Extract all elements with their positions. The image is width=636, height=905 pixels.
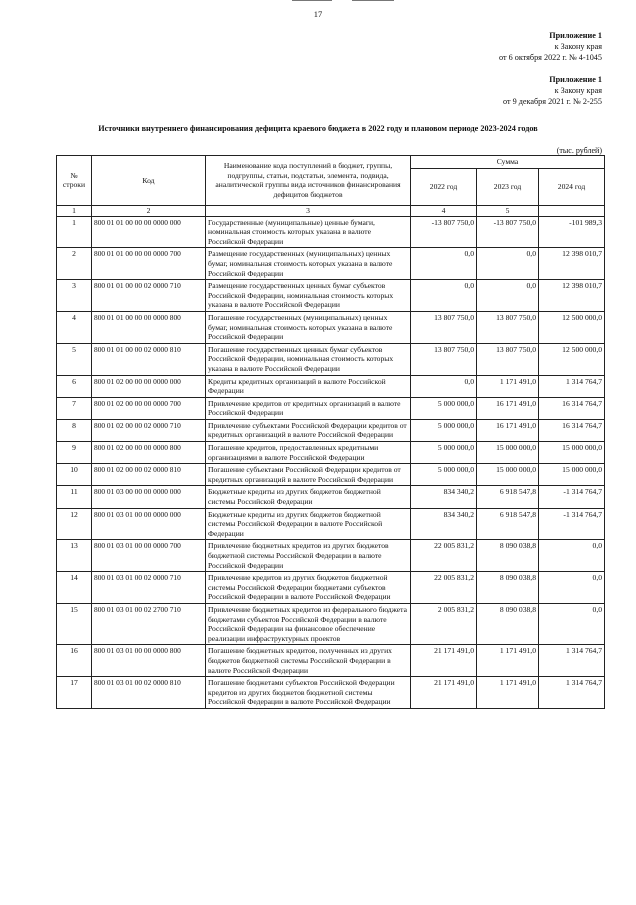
- amount-2024-cell: 1 314 764,7: [539, 677, 605, 709]
- table-row: [57, 645, 605, 677]
- row-number-cell: 13: [57, 540, 92, 572]
- header-year-2023: 2023 год: [477, 168, 539, 205]
- row-number-cell: 17: [57, 677, 92, 709]
- name-cell: Привлечение субъектами Российской Федерации кредитов от кредитных организаций в валюте Российской Федерации: [206, 419, 411, 441]
- column-number: [539, 205, 605, 216]
- amount-2023-cell: 8 090 038,8: [477, 603, 539, 644]
- header-year-2022: 2022 год: [411, 168, 477, 205]
- table-row: [57, 603, 605, 644]
- code-cell: 800 01 02 00 00 00 0000 000: [92, 375, 206, 397]
- table-row: [57, 375, 605, 397]
- table-row: [57, 311, 605, 343]
- code-cell: 800 01 02 00 00 02 0000 710: [92, 419, 206, 441]
- table-row: [57, 216, 605, 248]
- name-cell: Размещение государственных (муниципальных) ценных бумаг, номинальная стоимость которых указана в валюте Российской Федерации: [206, 248, 411, 280]
- amount-2022-cell: 5 000 000,0: [411, 397, 477, 419]
- name-cell: Государственные (муниципальные) ценные бумаги, номинальная стоимость которых указана в валюте Российской Федерации: [206, 216, 411, 248]
- name-cell: Погашение бюджетами субъектов Российской Федерации кредитов из других бюджетов бюджетной системы Российской Федерации в валюте Российской Федерации: [206, 677, 411, 709]
- amount-2023-cell: -13 807 750,0: [477, 216, 539, 248]
- name-cell: Кредиты кредитных организаций в валюте Российской Федерации: [206, 375, 411, 397]
- amount-2023-cell: 15 000 000,0: [477, 464, 539, 486]
- budget-table: [56, 155, 605, 709]
- code-cell: 800 01 02 00 00 00 0000 800: [92, 442, 206, 464]
- amount-2022-cell: 22 005 831,2: [411, 540, 477, 572]
- table-row: [57, 419, 605, 441]
- amount-2023-cell: 15 000 000,0: [477, 442, 539, 464]
- row-number-cell: 2: [57, 248, 92, 280]
- row-number-cell: 12: [57, 508, 92, 540]
- amount-2022-cell: 21 171 491,0: [411, 677, 477, 709]
- amount-2022-cell: 834 340,2: [411, 486, 477, 508]
- amount-2024-cell: -1 314 764,7: [539, 486, 605, 508]
- row-number-cell: 16: [57, 645, 92, 677]
- name-cell: Привлечение кредитов от кредитных организаций в валюте Российской Федерации: [206, 397, 411, 419]
- code-cell: 800 01 01 00 00 00 0000 000: [92, 216, 206, 248]
- table-row: [57, 508, 605, 540]
- row-number-cell: 6: [57, 375, 92, 397]
- row-number-cell: 14: [57, 572, 92, 604]
- amount-2023-cell: 0,0: [477, 248, 539, 280]
- appendix-current-line1: к Закону края: [554, 42, 602, 51]
- code-cell: 800 01 03 01 00 02 0000 810: [92, 677, 206, 709]
- amount-2022-cell: 0,0: [411, 248, 477, 280]
- name-cell: Погашение государственных (муниципальных) ценных бумаг, номинальная стоимость которых указана в валюте Российской Федерации: [206, 311, 411, 343]
- appendix-original-title: Приложение 1: [549, 75, 602, 84]
- table-row: [57, 397, 605, 419]
- row-number-cell: 11: [57, 486, 92, 508]
- row-number-cell: 7: [57, 397, 92, 419]
- appendix-current: [499, 30, 602, 63]
- code-cell: 800 01 03 01 00 00 0000 000: [92, 508, 206, 540]
- amount-2022-cell: 0,0: [411, 375, 477, 397]
- amount-2024-cell: 16 314 764,7: [539, 419, 605, 441]
- column-number: 3: [206, 205, 411, 216]
- amount-2024-cell: 0,0: [539, 572, 605, 604]
- column-number: 4: [411, 205, 477, 216]
- amount-2022-cell: 834 340,2: [411, 508, 477, 540]
- code-cell: 800 01 03 01 00 00 0000 800: [92, 645, 206, 677]
- table-row: [57, 572, 605, 604]
- code-cell: 800 01 03 01 00 02 2700 710: [92, 603, 206, 644]
- header-row-number: № строки: [57, 156, 92, 206]
- row-number-cell: 9: [57, 442, 92, 464]
- amount-2024-cell: 12 398 010,7: [539, 280, 605, 312]
- header-name: Наименование кода поступлений в бюджет, группы, подгруппы, статьи, подстатьи, элемента, подвида, аналитической группы вида источников финансирования дефицитов бюджетов: [206, 156, 411, 206]
- table-row: [57, 677, 605, 709]
- amount-2024-cell: 1 314 764,7: [539, 645, 605, 677]
- amount-2023-cell: 1 171 491,0: [477, 677, 539, 709]
- amount-2022-cell: 22 005 831,2: [411, 572, 477, 604]
- row-number-cell: 4: [57, 311, 92, 343]
- amount-2023-cell: 8 090 038,8: [477, 572, 539, 604]
- amount-2024-cell: -101 989,3: [539, 216, 605, 248]
- appendix-original-line1: к Закону края: [554, 86, 602, 95]
- amount-2023-cell: 6 918 547,8: [477, 508, 539, 540]
- amount-2023-cell: 1 171 491,0: [477, 645, 539, 677]
- column-number: 1: [57, 205, 92, 216]
- column-number: 5: [477, 205, 539, 216]
- amount-2023-cell: 8 090 038,8: [477, 540, 539, 572]
- appendix-current-line2: от 6 октября 2022 г. № 4-1045: [498, 53, 602, 62]
- table-body: [57, 216, 605, 708]
- code-cell: 800 01 02 00 00 02 0000 810: [92, 464, 206, 486]
- code-cell: 800 01 03 01 00 02 0000 710: [92, 572, 206, 604]
- code-cell: 800 01 01 00 00 02 0000 810: [92, 343, 206, 375]
- amount-2024-cell: 12 500 000,0: [539, 343, 605, 375]
- name-cell: Привлечение бюджетных кредитов из федерального бюджета бюджетами субъектов Российской Федерации в валюте Российской Федерации на финансовое обеспечение реализации инфраструктурных проектов: [206, 603, 411, 644]
- amount-2024-cell: 12 500 000,0: [539, 311, 605, 343]
- name-cell: Бюджетные кредиты из других бюджетов бюджетной системы Российской Федерации в валюте Российской Федерации: [206, 508, 411, 540]
- top-rule-left: [292, 0, 332, 1]
- code-cell: 800 01 01 00 00 00 0000 800: [92, 311, 206, 343]
- amount-2023-cell: 6 918 547,8: [477, 486, 539, 508]
- row-number-cell: 15: [57, 603, 92, 644]
- table-row: [57, 486, 605, 508]
- amount-2022-cell: 5 000 000,0: [411, 442, 477, 464]
- row-number-cell: 3: [57, 280, 92, 312]
- amount-2023-cell: 13 807 750,0: [477, 343, 539, 375]
- amount-2022-cell: 13 807 750,0: [411, 311, 477, 343]
- header-year-2024: 2024 год: [539, 168, 605, 205]
- amount-2024-cell: 15 000 000,0: [539, 464, 605, 486]
- name-cell: Погашение кредитов, предоставленных кредитными организациями в валюте Российской Федерации: [206, 442, 411, 464]
- table-row: [57, 248, 605, 280]
- name-cell: Погашение государственных ценных бумаг субъектов Российской Федерации, номинальная стоимость которых указана в валюте Российской Федерации: [206, 343, 411, 375]
- header-code: Код: [92, 156, 206, 206]
- amount-2024-cell: 0,0: [539, 540, 605, 572]
- amount-2023-cell: 1 171 491,0: [477, 375, 539, 397]
- amount-2023-cell: 16 171 491,0: [477, 419, 539, 441]
- name-cell: Привлечение бюджетных кредитов из других бюджетов бюджетной системы Российской Федерации в валюте Российской Федерации: [206, 540, 411, 572]
- amount-2022-cell: 21 171 491,0: [411, 645, 477, 677]
- amount-2022-cell: 5 000 000,0: [411, 419, 477, 441]
- code-cell: 800 01 03 00 00 00 0000 000: [92, 486, 206, 508]
- name-cell: Погашение субъектами Российской Федерации кредитов от кредитных организаций в валюте Российской Федерации: [206, 464, 411, 486]
- amount-2024-cell: -1 314 764,7: [539, 508, 605, 540]
- table-row: [57, 464, 605, 486]
- header-sum: Сумма: [411, 156, 605, 169]
- amount-2024-cell: 15 000 000,0: [539, 442, 605, 464]
- amount-2022-cell: -13 807 750,0: [411, 216, 477, 248]
- top-rule-right: [352, 0, 394, 1]
- amount-2024-cell: 16 314 764,7: [539, 397, 605, 419]
- name-cell: Привлечение кредитов из других бюджетов бюджетной системы Российской Федерации бюджетами субъектов Российской Федерации в валюте Российской Федерации: [206, 572, 411, 604]
- amount-2023-cell: 16 171 491,0: [477, 397, 539, 419]
- row-number-cell: 8: [57, 419, 92, 441]
- table-row: [57, 540, 605, 572]
- appendix-original-line2: от 9 декабря 2021 г. № 2-255: [502, 97, 602, 106]
- amount-2022-cell: 13 807 750,0: [411, 343, 477, 375]
- column-number: 2: [92, 205, 206, 216]
- table-row: [57, 343, 605, 375]
- row-number-cell: 10: [57, 464, 92, 486]
- amount-2022-cell: 0,0: [411, 280, 477, 312]
- amount-2024-cell: 0,0: [539, 603, 605, 644]
- name-cell: Размещение государственных ценных бумаг субъектов Российской Федерации, номинальная стоимость которых указана в валюте Российской Федерации: [206, 280, 411, 312]
- code-cell: 800 01 03 01 00 00 0000 700: [92, 540, 206, 572]
- row-number-cell: 1: [57, 216, 92, 248]
- table-row: [57, 280, 605, 312]
- amount-2023-cell: 0,0: [477, 280, 539, 312]
- column-numbers-row: [57, 205, 605, 216]
- code-cell: 800 01 01 00 00 00 0000 700: [92, 248, 206, 280]
- appendix-original: [503, 74, 602, 107]
- table-row: [57, 442, 605, 464]
- row-number-cell: 5: [57, 343, 92, 375]
- units-label: (тыс. рублей): [556, 146, 602, 155]
- amount-2022-cell: 5 000 000,0: [411, 464, 477, 486]
- amount-2024-cell: 12 398 010,7: [539, 248, 605, 280]
- name-cell: Погашение бюджетных кредитов, полученных из других бюджетов бюджетной системы Российской Федерации в валюте Российской Федерации: [206, 645, 411, 677]
- appendix-current-title: Приложение 1: [549, 31, 602, 40]
- name-cell: Бюджетные кредиты из других бюджетов бюджетной системы Российской Федерации: [206, 486, 411, 508]
- amount-2023-cell: 13 807 750,0: [477, 311, 539, 343]
- amount-2024-cell: 1 314 764,7: [539, 375, 605, 397]
- page-number: 17: [313, 9, 323, 19]
- document-title: Источники внутреннего финансирования дефицита краевого бюджета в 2022 году и плановом периоде 2023-2024 годов: [98, 124, 538, 133]
- code-cell: 800 01 01 00 00 02 0000 710: [92, 280, 206, 312]
- code-cell: 800 01 02 00 00 00 0000 700: [92, 397, 206, 419]
- amount-2022-cell: 2 005 831,2: [411, 603, 477, 644]
